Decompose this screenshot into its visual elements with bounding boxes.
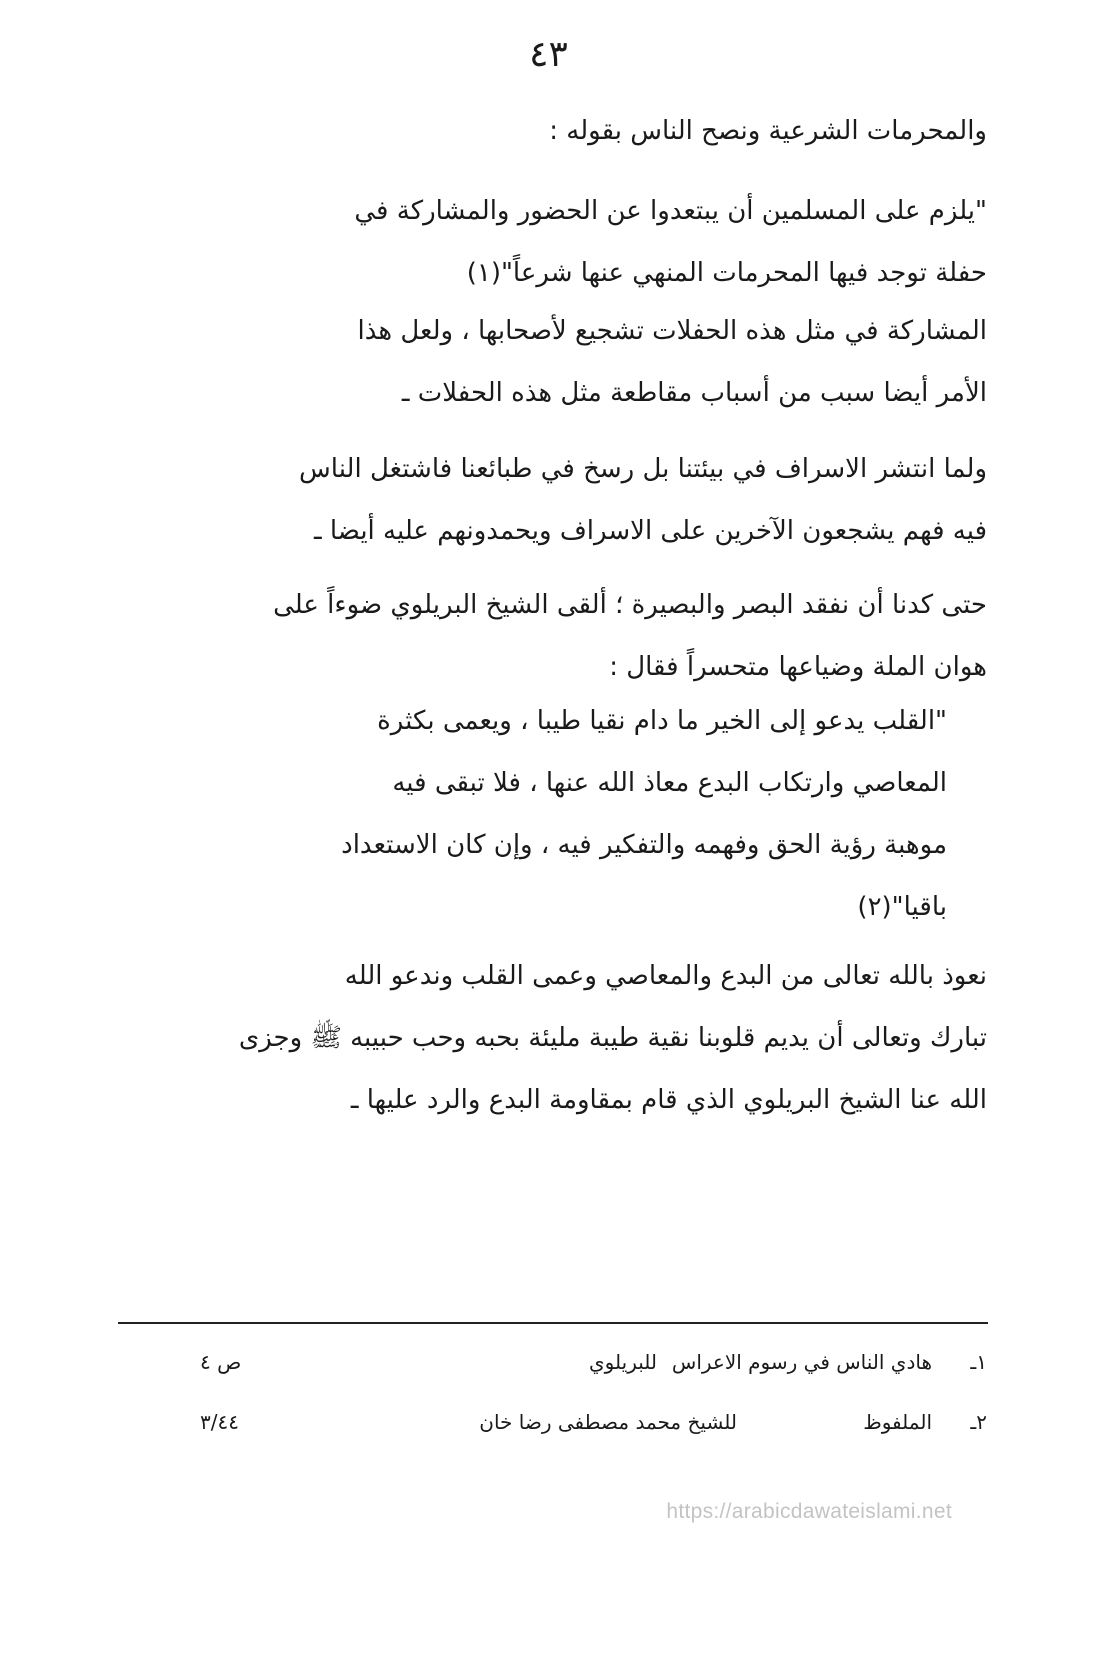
quotation-1	[190, 180, 987, 304]
footnote-author: للشيخ محمد مصطفى رضا خان	[479, 1410, 737, 1434]
paragraph-2	[125, 438, 987, 562]
intro-paragraph	[130, 100, 987, 162]
text-line: المشاركة في مثل هذه الحفلات تشجيع لأصحابها ، ولعل هذا	[357, 316, 987, 346]
text-line: باقيا"(٢)	[857, 892, 947, 922]
text-line: فيه فهم يشجعون الآخرين على الاسراف ويحمدونهم عليه أيضا ـ	[313, 516, 987, 546]
text-line: الله عنا الشيخ البريلوي الذي قام بمقاومة البدع والرد عليها ـ	[350, 1085, 987, 1115]
footnote-page: ص ٤	[200, 1350, 242, 1374]
text-line: المعاصي وارتكاب البدع معاذ الله عنها ، فلا تبقى فيه	[392, 768, 947, 798]
footnote-number: ٢ـ	[970, 1410, 987, 1434]
text-line: "القلب يدعو إلى الخير ما دام نقيا طيبا ، ويعمى بكثرة	[377, 706, 947, 736]
text-line: تبارك وتعالى أن يديم قلوبنا نقية طيبة مليئة بحبه وحب حبيبه ﷺ وجزى	[238, 1023, 987, 1053]
paragraph-4	[120, 945, 987, 1131]
footnote-number: ١ـ	[970, 1350, 987, 1374]
page-number: ٤٣	[529, 34, 568, 75]
text-line: موهبة رؤية الحق وفهمه والتفكير فيه ، وإن كان الاستعداد	[341, 830, 947, 860]
paragraph-3	[125, 574, 987, 698]
text-line: حتى كدنا أن نفقد البصر والبصيرة ؛ ألقى الشيخ البريلوي ضوءاً على	[273, 590, 987, 620]
footnote-title: هادي الناس في رسوم الاعراس	[671, 1350, 932, 1374]
text-line: حفلة توجد فيها المحرمات المنهي عنها شرعاً"(١)	[466, 258, 987, 288]
watermark-url: https://arabicdawateislami.net	[666, 1500, 952, 1523]
footnote-title: الملفوظ	[863, 1410, 932, 1434]
text-line: "يلزم على المسلمين أن يبتعدوا عن الحضور والمشاركة في	[354, 196, 987, 226]
footnote-divider	[118, 1322, 988, 1324]
quotation-2	[185, 690, 947, 938]
text-line: نعوذ بالله تعالى من البدع والمعاصي وعمى القلب وندعو الله	[344, 961, 987, 991]
text-line: هوان الملة وضياعها متحسراً فقال :	[609, 652, 987, 682]
footnote-page: ٣/٤٤	[200, 1410, 239, 1434]
footnote-author: للبريلوي	[589, 1350, 657, 1374]
text-line: الأمر أيضا سبب من أسباب مقاطعة مثل هذه الحفلات ـ	[401, 378, 987, 408]
footnote-1	[200, 1350, 987, 1390]
footnote-2	[200, 1410, 987, 1450]
text-line: ولما انتشر الاسراف في بيئتنا بل رسخ في طبائعنا فاشتغل الناس	[299, 454, 987, 484]
text-line: والمحرمات الشرعية ونصح الناس بقوله :	[549, 116, 987, 146]
paragraph-1	[130, 300, 987, 424]
